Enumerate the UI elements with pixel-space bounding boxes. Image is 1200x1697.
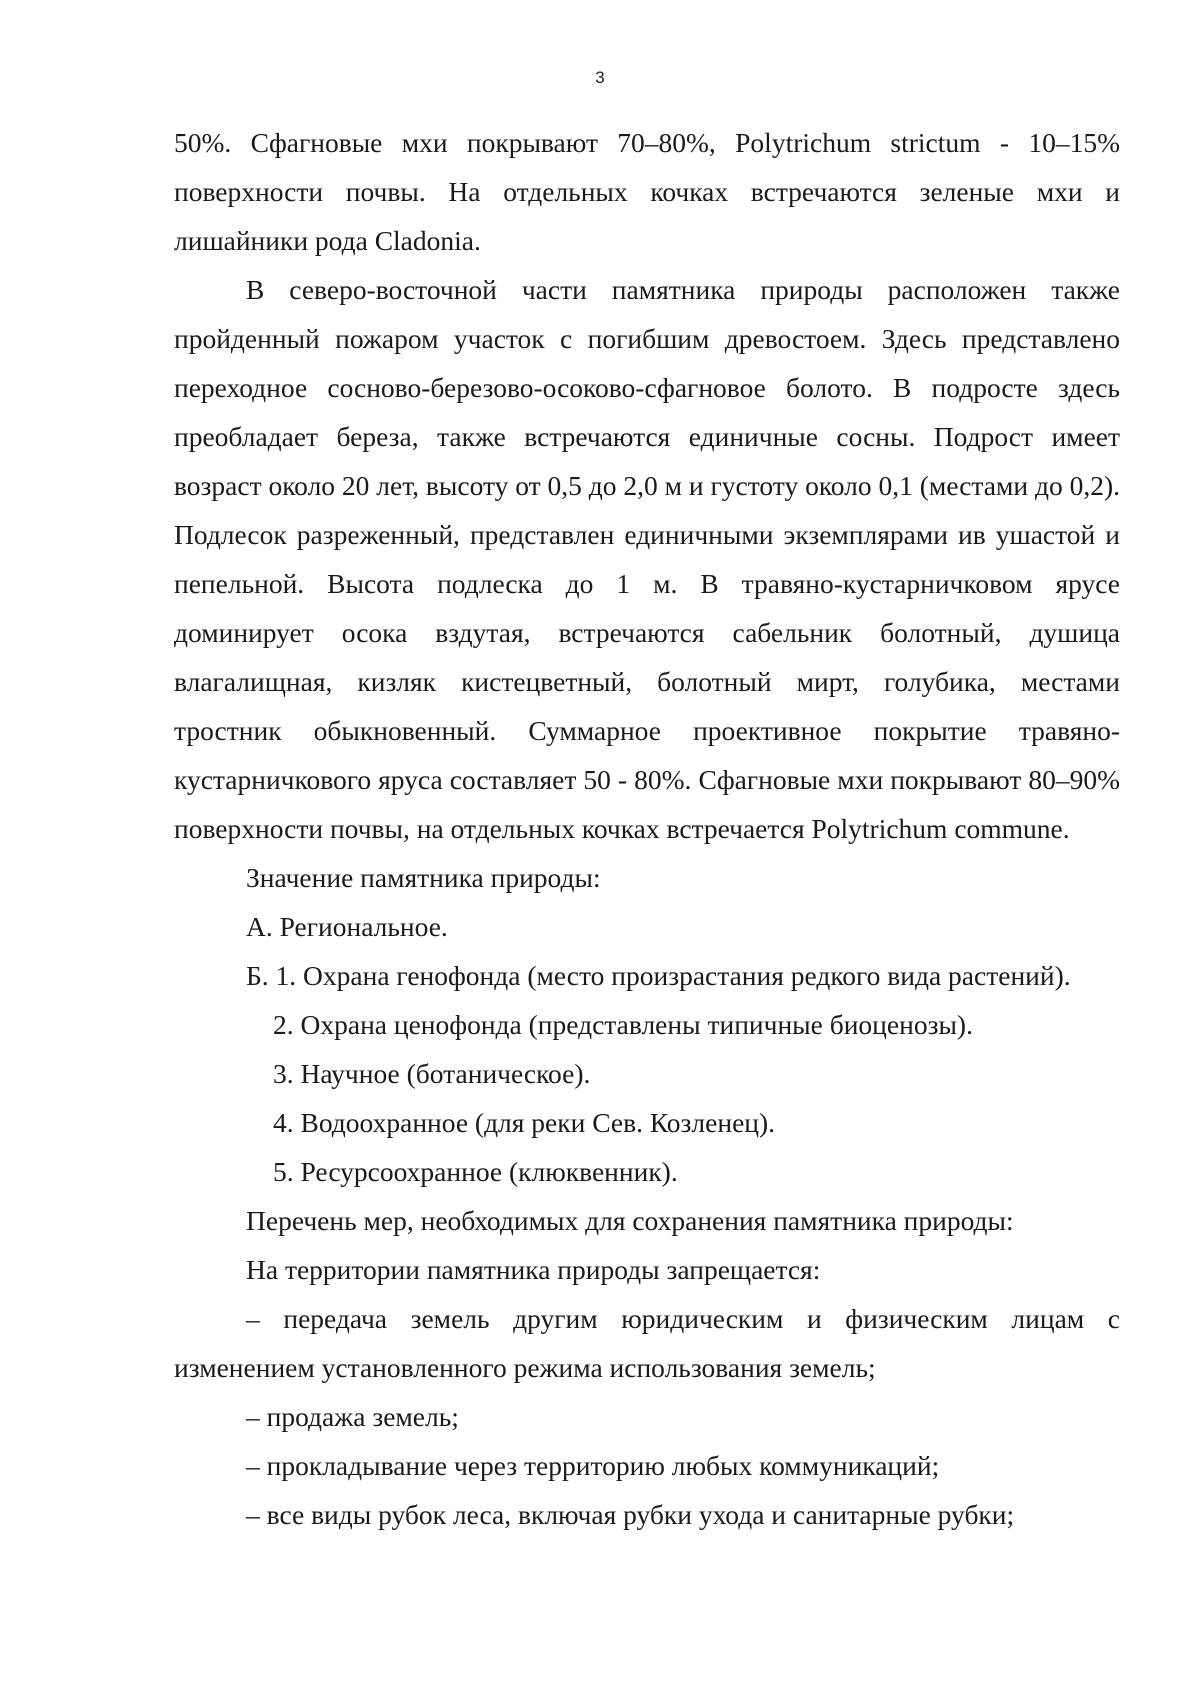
document-body <box>174 118 1120 1539</box>
significance-item-cenofond: 2. Охрана ценофонда (представлены типичные биоценозы). <box>273 1009 973 1040</box>
prohibition-item-land-sale: – продажа земель; <box>246 1401 459 1432</box>
significance-item-scientific: 3. Научное (ботаническое). <box>273 1058 591 1089</box>
significance-heading: Значение памятника природы: <box>246 862 601 893</box>
prohibition-item-land-transfer: – передача земель другим юридическим и физическим лицам с изменением установленного режима использования земель; <box>174 1303 1120 1383</box>
paragraph-burned-area: В северо-восточной части памятника природы расположен также пройденный пожаром участок с погибшим древостоем. Здесь представлено переходное сосново-березово-осоково-сфагновое болото. В подросте здесь преобладает береза, также встречаются единичные сосны. Подрост имеет возраст около 20 лет, высоту от 0,5 до 2,0 м и густоту около 0,1 (местами до 0,2). Подлесок разреженный, представлен единичными экземплярами ив ушастой и пепельной. Высота подлеска до 1 м. В травяно-кустарничковом ярусе доминирует осока вздутая, встречаются сабельник болотный, душица влагалищная, кизляк кистецветный, болотный мирт, голубика, местами тростник обыкновенный. Суммарное проективное покрытие травяно-кустарничкового яруса составляет 50 - 80%. Сфагновые мхи покрывают 80–90% поверхности почвы, на отдельных кочках встречается Polytrichum commune. <box>174 274 1121 844</box>
prohibited-heading: На территории памятника природы запрещается: <box>246 1254 821 1285</box>
measures-heading: Перечень мер, необходимых для сохранения памятника природы: <box>246 1205 1014 1236</box>
significance-item-water: 4. Водоохранное (для реки Сев. Козленец). <box>273 1107 776 1138</box>
significance-item-genofond: Б. 1. Охрана генофонда (место произрастания редкого вида растений). <box>246 960 1071 991</box>
significance-level: А. Региональное. <box>246 911 448 942</box>
prohibition-item-logging: – все виды рубок леса, включая рубки ухода и санитарные рубки; <box>246 1499 1015 1530</box>
paragraph-moss-cover: 50%. Сфагновые мхи покрывают 70–80%, Polytrichum strictum - 10–15% поверхности почвы. На отдельных кочках встречаются зеленые мхи и лишайники рода Cladonia. <box>174 127 1120 256</box>
prohibition-item-communications: – прокладывание через территорию любых коммуникаций; <box>246 1450 940 1481</box>
page-number: 3 <box>595 68 605 87</box>
significance-item-resource: 5. Ресурсоохранное (клюквенник). <box>273 1156 678 1187</box>
